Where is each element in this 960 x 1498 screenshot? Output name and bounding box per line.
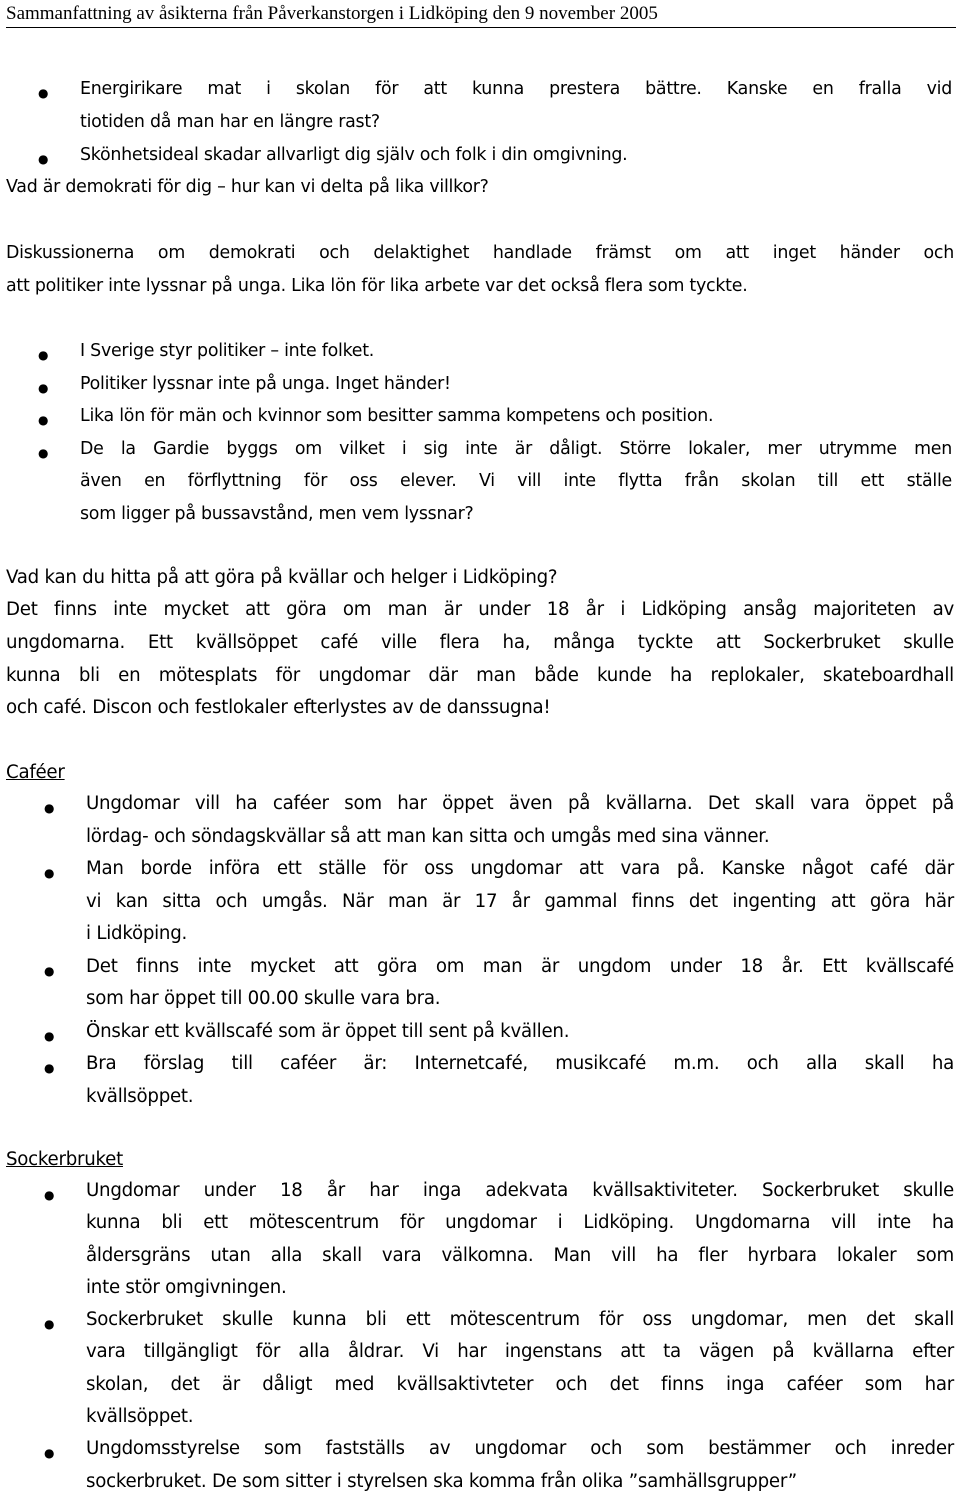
demokrati-bullet-text [80,335,952,368]
cafeer-bullet-item [0,853,960,951]
demokrati-bullet-text [80,368,952,401]
sockerbruket-bullet-line: åldersgräns utan alla skall vara välkomna. Man vill ha fler hyrbara lokaler som [86,1244,954,1266]
page-header: Sammanfattning av åsikterna från Påverkanstorgen i Lidköping den 9 november 2005 [6,3,956,28]
fritid-paragraph [6,594,954,725]
bullet-dot-icon: ● [38,445,49,460]
demokrati-bullet-text [80,433,952,531]
sockerbruket-bullet-text [86,1304,954,1433]
sockerbruket-bullet-item [0,1304,960,1433]
sockerbruket-bullet-line: sockerbruket. De som sitter i styrelsen ska komma från olika ”samhällsgrupper” [86,1470,797,1492]
demokrati-bullet-line: Lika lön för män och kvinnor som besitter samma kompetens och position. [80,406,714,426]
cafeer-bullet-line: Bra förslag till caféer är: Internetcafé, musikcafé m.m. och alla skall ha [86,1053,954,1074]
demokrati-paragraph [6,237,954,303]
demokrati-bullet-line: som ligger på bussavstånd, men vem lyssnar? [80,503,474,524]
cafeer-bullet-text [86,853,954,951]
demokrati-paragraph-line: att politiker inte lyssnar på unga. Lika lön för lika arbete var det också flera som tyckte. [6,276,748,296]
sockerbruket-bullet-item [0,1433,960,1498]
bullet-dot-icon: ● [38,380,49,395]
cafeer-bullet-line: i Lidköping. [86,923,188,944]
cafeer-bullet-line: Det finns inte mycket att göra om man är ungdom under 18 år. Ett kvällscafé [86,955,954,977]
demokrati-bullet-text [80,400,952,433]
cafeer-bullet-item [0,1016,960,1049]
sockerbruket-bullet-item [0,1175,960,1304]
intro-bullet-item [0,73,960,139]
sockerbruket-bullet-line: Sockerbruket skulle kunna bli ett mötescentrum för oss ungdomar, men det skall [86,1309,954,1331]
cafeer-bullet-item [0,951,960,1016]
demokrati-bullet-line: De la Gardie byggs om vilket i sig inte är dåligt. Större lokaler, mer utrymme men [80,438,952,459]
cafeer-bullet-item [0,1048,960,1113]
cafeer-heading: Caféer [6,762,65,783]
cafeer-bullet-line: Önskar ett kvällscafé som är öppet till sent på kvällen. [86,1020,570,1042]
sockerbruket-heading: Sockerbruket [6,1149,123,1170]
bullet-dot-icon: ● [44,866,55,880]
cafeer-bullet-line: lördag- och söndagskvällar så att man kan sitta och umgås med sina vänner. [86,825,770,847]
bullet-dot-icon: ● [44,1188,55,1202]
intro-bullet-item [0,139,960,172]
intro-bullet-line: Skönhetsideal skadar allvarligt dig själv och folk i din omgivning. [80,145,628,165]
cafeer-bullet-text [86,951,954,1016]
cafeer-bullet-line: vi kan sitta och umgås. När man är 17 år gammal finns det ingenting att göra här [86,890,954,912]
sockerbruket-bullet-line: kvällsöppet. [86,1406,194,1428]
demokrati-bullet-item [0,335,960,368]
demokrati-bullet-item [0,368,960,401]
demokrati-bullet-list [0,335,960,530]
sockerbruket-bullet-list [0,1175,960,1498]
sockerbruket-bullet-line: Ungdomsstyrelse som fastställs av ungdomar och som bestämmer och inreder [86,1438,954,1460]
intro-bullet-line: tiotiden då man har en längre rast? [80,112,380,132]
sockerbruket-bullet-line: skolan, det är dåligt med kvällsaktivteter och det finns inga caféer som har [86,1373,954,1395]
demokrati-bullet-line: I Sverige styr politiker – inte folket. [80,341,375,361]
fritid-paragraph-line: och café. Discon och festlokaler efterlystes av de danssugna! [6,697,551,719]
bullet-dot-icon: ● [38,348,49,362]
demokrati-paragraph-line: Diskussionerna om demokrati och delaktighet handlade främst om att inget händer och [6,243,954,263]
intro-bullet-text [80,139,952,172]
intro-bullet-list [0,73,960,172]
cafeer-bullet-line: kvällsöppet. [86,1085,194,1107]
bullet-dot-icon: ● [38,413,49,427]
bullet-dot-icon: ● [38,86,49,100]
sockerbruket-bullet-text [86,1175,954,1304]
cafeer-bullet-text [86,788,954,853]
bullet-dot-icon: ● [44,801,55,815]
sockerbruket-bullet-text [86,1433,954,1498]
demokrati-heading: Vad är demokrati för dig – hur kan vi delta på lika villkor? [6,177,489,197]
sockerbruket-bullet-line: Ungdomar under 18 år har inga adekvata kvällsaktiviteter. Sockerbruket skulle [86,1180,954,1201]
sockerbruket-bullet-line: vara tillgängligt för alla åldrar. Vi har ingenstans att ta vägen på kvällarna efter [86,1341,954,1363]
cafeer-bullet-text [86,1016,954,1049]
fritid-paragraph-line: Det finns inte mycket att göra om man är under 18 år i Lidköping ansåg majoriteten av [6,599,954,620]
cafeer-bullet-item [0,788,960,853]
fritid-paragraph-line: kunna bli en mötesplats för ungdomar där man både kunde ha replokaler, skateboardhall [6,664,954,686]
bullet-dot-icon: ● [44,1446,55,1461]
bullet-dot-icon: ● [44,1028,55,1043]
sockerbruket-bullet-line: inte stör omgivningen. [86,1276,287,1298]
bullet-dot-icon: ● [38,152,49,166]
sockerbruket-bullet-line: kunna bli ett mötescentrum för ungdomar i Lidköping. Ungdomarna vill inte ha [86,1212,954,1234]
bullet-dot-icon: ● [44,1317,55,1332]
demokrati-bullet-item [0,400,960,433]
intro-bullet-line: Energirikare mat i skolan för att kunna prestera bättre. Kanske en fralla vid [80,79,952,99]
cafeer-bullet-line: Ungdomar vill ha caféer som har öppet även på kvällarna. Det skall vara öppet på [86,793,954,814]
intro-bullet-text [80,73,952,139]
bullet-dot-icon: ● [44,1061,55,1075]
cafeer-bullet-list [0,788,960,1113]
cafeer-bullet-line: Man borde införa ett ställe för oss ungdomar att vara på. Kanske något café där [86,858,954,879]
fritid-paragraph-line: ungdomarna. Ett kvällsöppet café ville flera ha, många tyckte att Sockerbruket skulle [6,631,954,653]
bullet-dot-icon: ● [44,963,55,978]
cafeer-bullet-line: som har öppet till 00.00 skulle vara bra. [86,988,441,1009]
demokrati-bullet-item [0,433,960,531]
demokrati-bullet-line: Politiker lyssnar inte på unga. Inget händer! [80,373,451,394]
demokrati-bullet-line: även en förflyttning för oss elever. Vi vill inte flytta från skolan till ett ställe [80,471,952,491]
fritid-heading: Vad kan du hitta på att göra på kvällar och helger i Lidköping? [6,567,558,588]
cafeer-bullet-text [86,1048,954,1113]
